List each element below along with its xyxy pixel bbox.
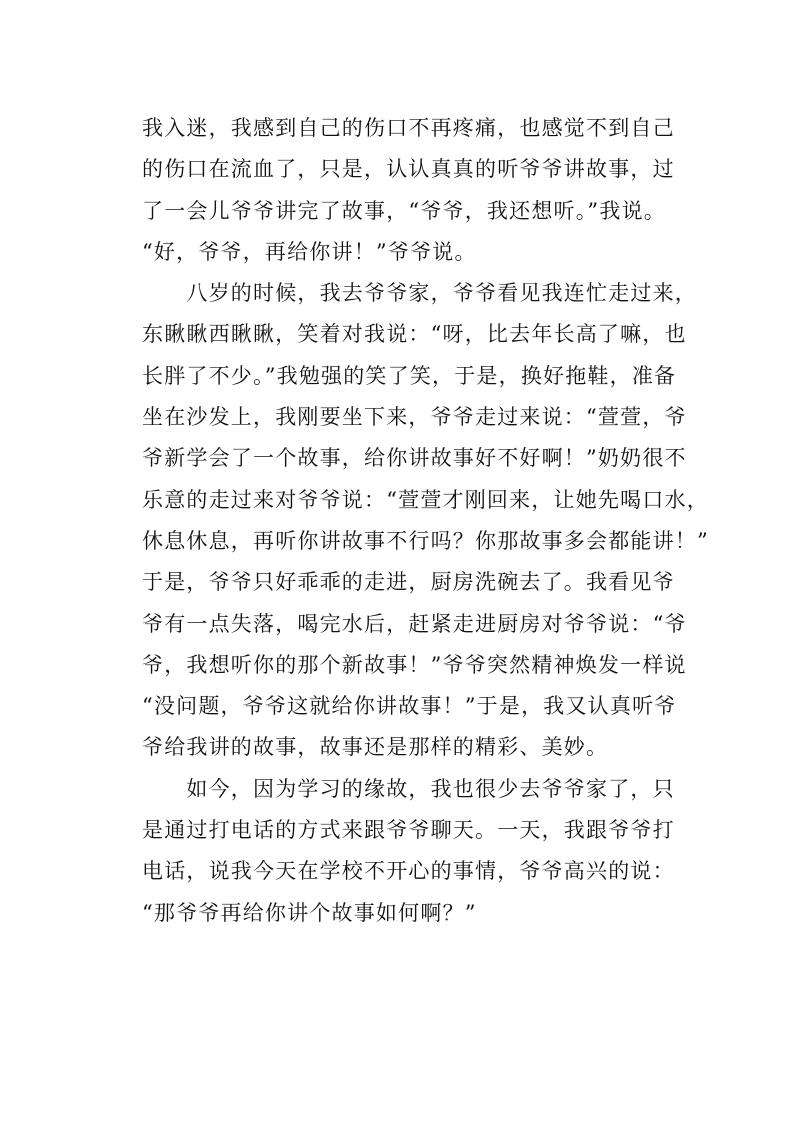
text-line: 爷给我讲的故事，故事还是那样的精彩、美妙。 — [142, 735, 609, 760]
text-line: 了一会儿爷爷讲完了故事，“爷爷，我还想听。”我说。 — [142, 198, 666, 223]
text-line: 是通过打电话的方式来跟爷爷聊天。一天，我跟爷爷打 — [142, 818, 675, 843]
paragraph-start-line: 如今，因为学习的缘故，我也很少去爷爷家了，只 — [142, 776, 675, 801]
text-line: 休息休息，再听你讲故事不行吗？你那故事多会都能讲！” — [142, 528, 709, 553]
text-line: 电话，说我今天在学校不开心的事情，爷爷高兴的说： — [142, 859, 675, 884]
text-line: “没问题，爷爷这就给你讲故事！”于是，我又认真听爷 — [142, 694, 677, 719]
text-line: 坐在沙发上，我刚要坐下来，爷爷走过来说：“萱萱，爷 — [142, 405, 687, 430]
text-line: 乐意的走过来对爷爷说：“萱萱才刚回来，让她先喝口水， — [142, 487, 709, 512]
text-line: 东瞅瞅西瞅瞅，笑着对我说：“呀，比去年长高了嘛，也 — [142, 322, 687, 347]
text-line: 的伤口在流血了，只是，认认真真的听爷爷讲故事，过 — [142, 157, 675, 182]
text-line: 长胖了不少。”我勉强的笑了笑，于是，换好拖鞋，准备 — [142, 363, 677, 388]
text-line: “好，爷爷，再给你讲！”爷爷说。 — [142, 239, 477, 264]
essay-text — [142, 108, 709, 934]
text-line: 爷新学会了一个故事，给你讲故事好不好啊！”奶奶很不 — [142, 446, 687, 471]
text-line: “那爷爷再给你讲个故事如何啊？” — [142, 900, 477, 925]
text-line: 于是，爷爷只好乖乖的走进，厨房洗碗去了。我看见爷 — [142, 570, 675, 595]
text-line: 爷有一点失落，喝完水后，赶紧走进厨房对爷爷说：“爷 — [142, 611, 687, 636]
text-line: 爷，我想听你的那个新故事！”爷爷突然精神焕发一样说 — [142, 652, 687, 677]
text-line: 我入迷，我感到自己的伤口不再疼痛，也感觉不到自己 — [142, 116, 675, 140]
paragraph-start-line: 八岁的时候，我去爷爷家，爷爷看见我连忙走过来， — [142, 281, 697, 306]
